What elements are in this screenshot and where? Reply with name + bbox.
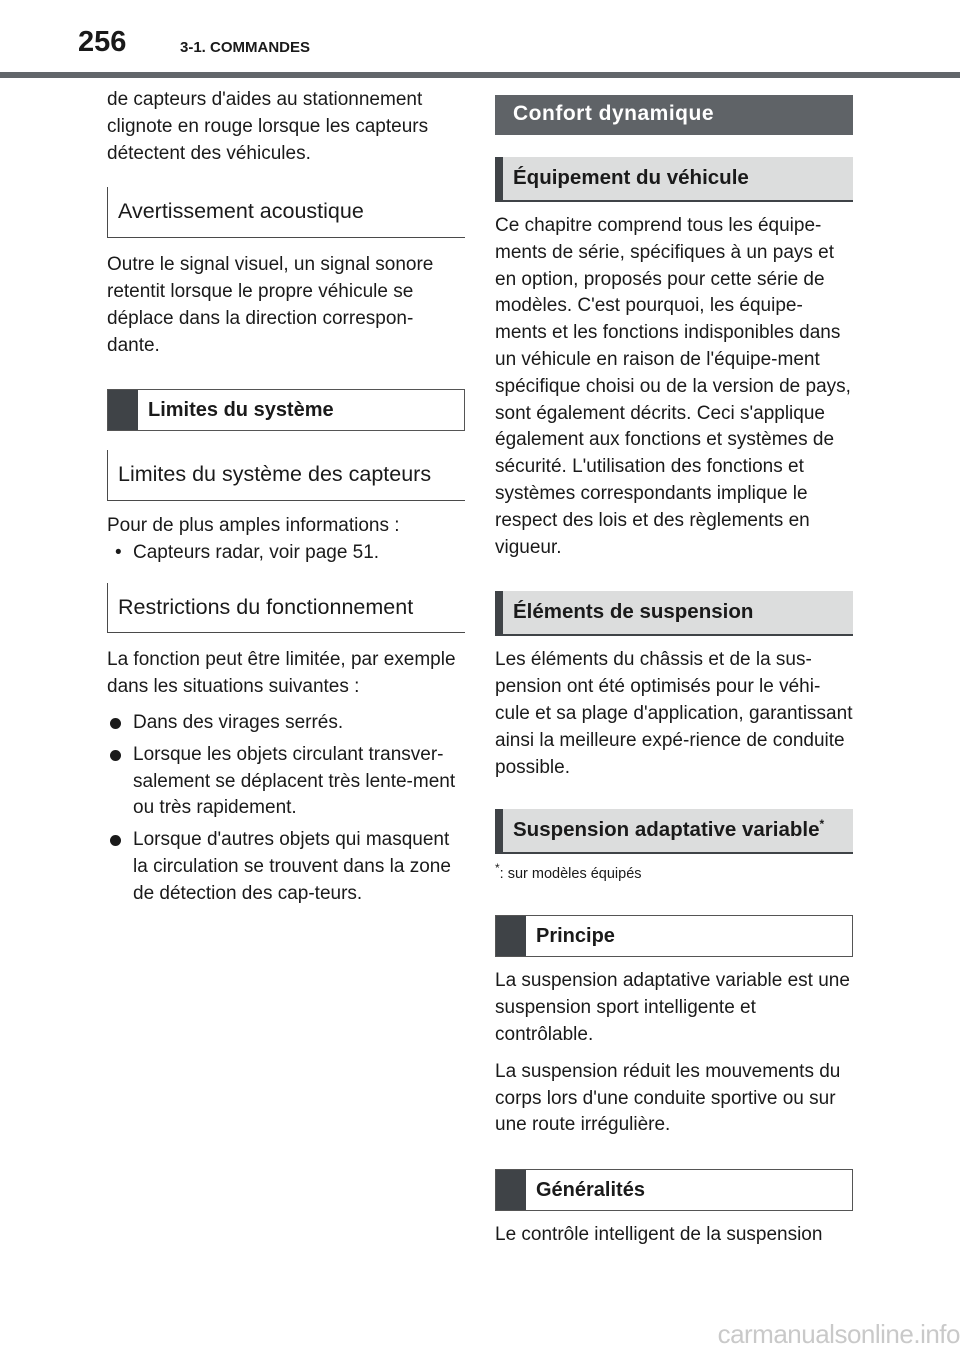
general-heading <box>495 1169 853 1211</box>
vehicle-equipment-heading-label: Équipement du véhicule <box>513 166 749 189</box>
page-number: 256 <box>78 26 127 58</box>
intro-paragraph: de capteurs d'aides au stationnement clignote en rouge lorsque les capteurs détectent des véhicules. <box>107 89 429 164</box>
sensor-limits-heading: Limites du système des capteurs <box>107 450 465 501</box>
bullet-item <box>107 827 465 907</box>
footnote <box>495 861 853 884</box>
header-rule <box>0 72 960 78</box>
general-text: Le contrôle intelligent de la suspension <box>495 1224 823 1246</box>
right-column <box>495 87 853 1259</box>
acoustic-warning-heading: Avertissement acoustique <box>107 187 465 238</box>
system-limits-heading <box>107 389 465 431</box>
heading-marker <box>496 1170 526 1210</box>
watermark: carmanualsonline.info <box>717 1319 960 1349</box>
bullet-dot <box>110 750 121 761</box>
general-heading-label: Généralités <box>536 1179 645 1202</box>
more-info-text: Pour de plus amples informations : <box>107 515 400 537</box>
radar-sensors-reference: • Capteurs radar, voir page 51. <box>107 540 465 567</box>
acoustic-warning-text: Outre le signal visuel, un signal sonore retentit lorsque le propre véhicule se déplace dans la direction correspon-dante. <box>107 254 434 356</box>
adaptive-suspension-heading-label <box>503 809 834 852</box>
comfort-dynamic-heading: Confort dynamique <box>495 95 853 135</box>
adaptive-suspension-title: Suspension adaptative variable <box>513 818 820 842</box>
vehicle-equipment-text: Ce chapitre comprend tous les équipe-ments de série, spécifiques à un pays et en option, proposés pour cette série de modèles. C'est pourquoi, les équipe-ments et les fonctions indisponibles dans un véhicule en raison de l'équipe-ment spécifique choisi ou de la version de pays, sont également décrits. Ceci s'applique également aux fonctions et systèmes de sécurité. L'utilisation des fonctions et systèmes correspondants implique le respect des lois et des règlements en vigueur. <box>495 215 851 558</box>
principle-text-2: La suspension réduit les mouvements du corps lors d'une conduite sportive ou sur une route irrégulière. <box>495 1060 841 1136</box>
heading-marker <box>495 809 503 852</box>
bullet-text: Lorsque d'autres objets qui masquent la circulation se trouvent dans la zone de détection des cap-teurs. <box>133 829 451 904</box>
bullet-item <box>107 742 465 822</box>
heading-marker <box>495 157 503 200</box>
left-column <box>107 87 465 913</box>
footnote-asterisk: * <box>495 861 500 876</box>
suspension-elements-heading <box>495 591 853 636</box>
heading-marker <box>108 390 138 430</box>
principle-heading <box>495 915 853 957</box>
principle-text-1: La suspension adaptative variable est une suspension sport intelligente et contrôlable. <box>495 970 850 1045</box>
restrictions-text: La fonction peut être limitée, par exemple dans les situations suivantes : <box>107 649 456 698</box>
asterisk-marker: * <box>819 817 825 832</box>
principle-heading-label: Principe <box>536 925 615 948</box>
page-header <box>0 0 960 80</box>
suspension-elements-heading-label: Éléments de suspension <box>513 600 754 624</box>
suspension-elements-text: Les éléments du châssis et de la sus-pension ont été optimisés pour le véhi-cule et sa plage d'application, garantissant ainsi la meilleure expé-rience de conduite possible. <box>495 649 853 778</box>
heading-marker <box>495 591 503 634</box>
bullet-text: Dans des virages serrés. <box>133 711 344 733</box>
system-limits-heading-label: Limites du système <box>148 399 334 422</box>
heading-marker <box>496 916 526 956</box>
bullet-dot <box>110 718 121 729</box>
footnote-text: : sur modèles équipés <box>499 866 642 883</box>
vehicle-equipment-heading <box>495 157 853 202</box>
chapter-title: 3-1. COMMANDES <box>180 39 311 56</box>
bullet-text: Lorsque les objets circulant transver-salement se déplacent très lente-ment ou très rapidement. <box>133 743 456 819</box>
bullet-item <box>107 710 465 737</box>
restrictions-heading: Restrictions du fonctionnement <box>107 583 465 634</box>
adaptive-suspension-heading <box>495 809 853 854</box>
bullet-dot <box>110 835 121 846</box>
